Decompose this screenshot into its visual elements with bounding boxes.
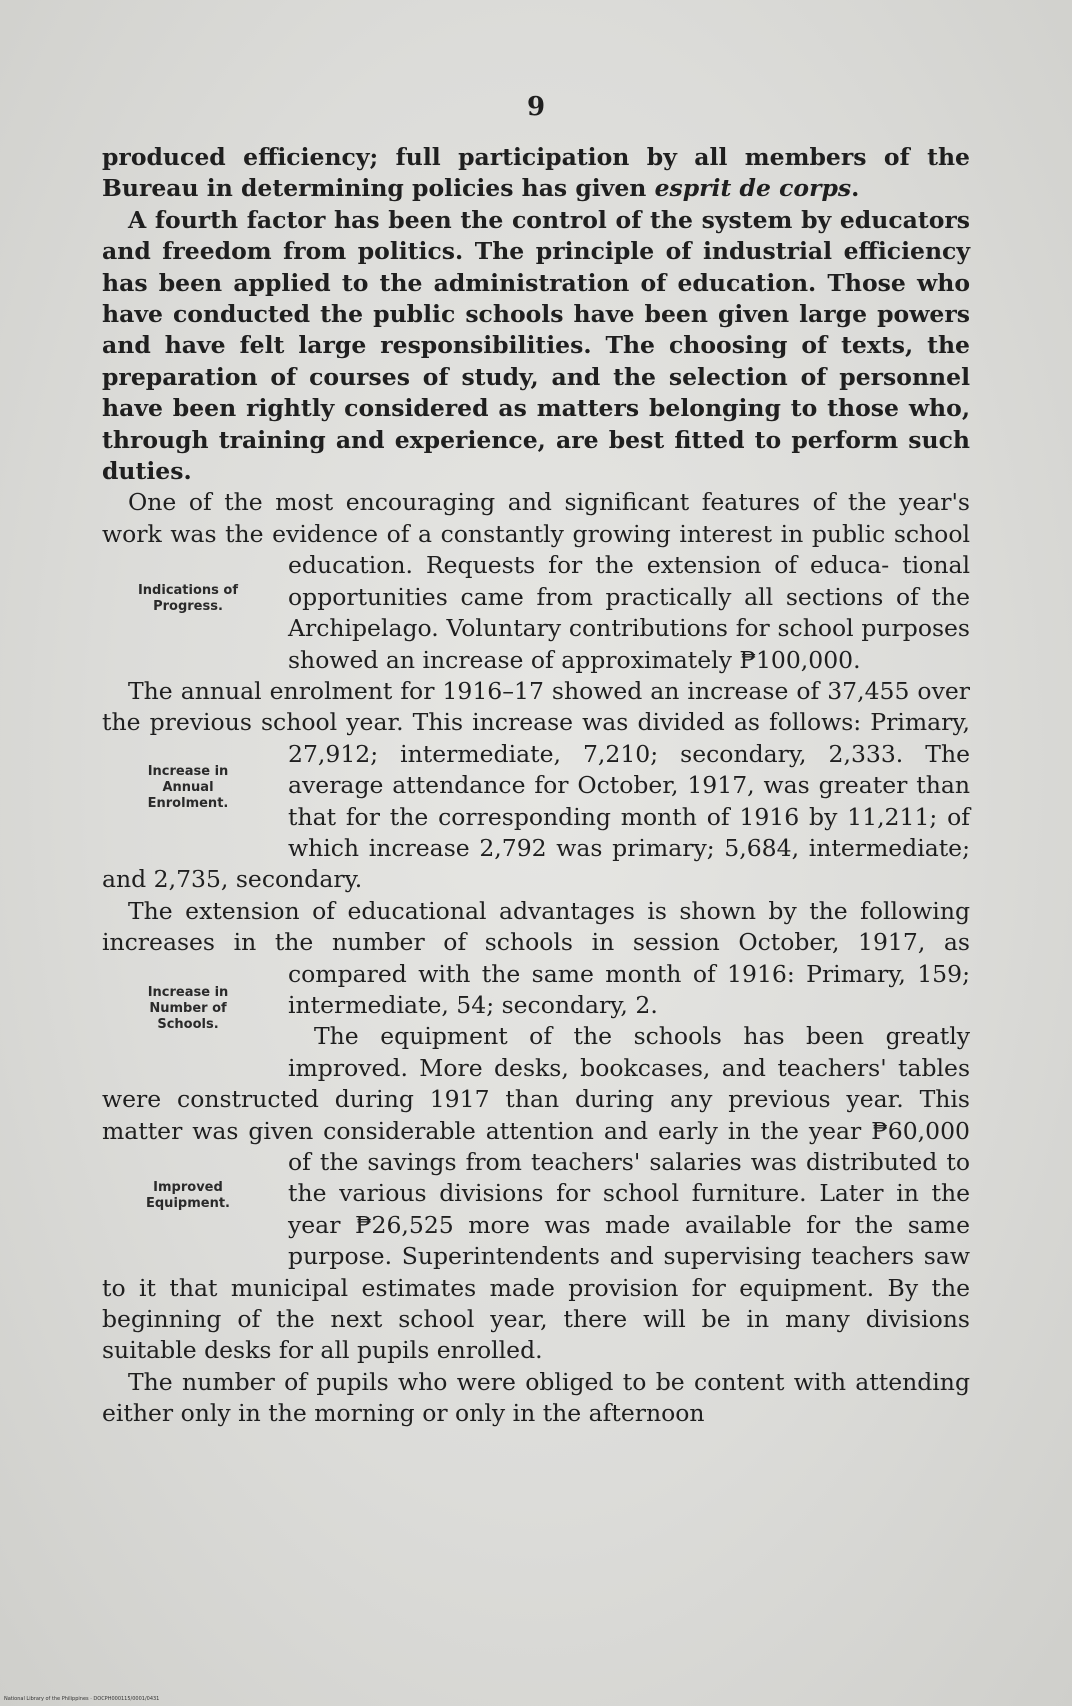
side-note-enrolment-line-3: Enrolment.: [147, 795, 229, 811]
paragraph-6-text: The equipment of the schools has been greatly improved. More desks, bookcases, and teachers' tables were constructed during 1917 than during any previous year. This matter was given considerable attention and early in the year ₱60,000 of the savings from teachers' salaries was: [102, 1022, 970, 1176]
paragraph-4-after: 2,333. The average attendance for October, 1917, was greater than that for the corresponding month of 1916 by 11,211; of which increase 2,792 was primary; 5,684, intermediate; and 2,735, secondary.: [102, 739, 971, 894]
page-number: 9: [526, 92, 546, 122]
side-note-progress-line-1: Indications of: [137, 583, 239, 599]
side-note-progress-line-2: Progress.: [153, 599, 223, 615]
paragraph-2-text: A fourth factor has been the control of the system by educators and freedom from politics. The principle of industrial efficiency has been applied to the administration of education. Those who have conducted the public schools have been given large powers and have felt large responsibilities. The choosing of texts, the preparation of courses of study, and the selection of personnel have been rightly considered as matters belonging to those who, through training and experience, are best fitted to perform such duties.: [102, 205, 970, 486]
paragraph-1-italic: esprit de corps: [654, 174, 852, 203]
paragraph-4-before: The annual enrolment for 1916–17 showed an increase of 37,455 over the previous school year. This increase was divided as follows: Primary, 27,912; intermediate, 7,210; secondary,: [102, 676, 970, 768]
paragraph-6-after: distributed to the various divisions for school furniture. Later in the year ₱26,525 more was made available for the same purpose. Superintendents and supervising teachers saw to it that municipal estimates made provision for equipment. By the beginning of the next school year, there will be in many divisions suitable desks for all pupils enrolled.: [102, 1148, 970, 1365]
side-note-equipment-line-2: Equipment.: [146, 1196, 230, 1211]
paragraph-5-after: intermediate, 54; secondary, 2.: [288, 990, 658, 1019]
side-note-equipment: [102, 1149, 274, 1243]
paragraph-5: [102, 896, 970, 1032]
side-note-schools-line-2: Number of: [149, 1000, 227, 1016]
paragraph-2: [102, 205, 970, 488]
paragraph-7-text: The number of pupils who were obliged to be content with attending either only in the morning or only in the afternoon: [102, 1367, 970, 1428]
side-note-progress: [102, 552, 274, 646]
paragraph-1-bold: produced efficiency; full participation by all members of the Bureau in determining policies has given: [102, 143, 970, 203]
side-note-schools-line-1: Increase in: [147, 984, 229, 1000]
paragraph-3-after: tional opportunities came from practically all sections of the Archipelago. Voluntary contributions for school purposes showed an increase of approximately ₱100,000.: [288, 551, 970, 674]
side-note-schools-line-3: Schools.: [157, 1016, 219, 1032]
side-note-equipment-line-1: Improved: [153, 1180, 223, 1195]
paragraph-3-before: One of the most encouraging and significant features of the year's work was the evidence of a constantly growing interest in public school education. Requests for the extension of educa-: [102, 488, 970, 580]
paragraph-1: [102, 142, 970, 205]
footer-credit: National Library of the Philippines · DOCPH000115/0001/0431: [4, 1696, 160, 1702]
paragraph-6: [102, 1021, 970, 1366]
side-note-enrolment-line-1: Increase in: [147, 763, 229, 779]
paragraph-7: [102, 1367, 970, 1430]
paragraph-1-end: .: [851, 174, 860, 203]
side-note-enrolment-line-2: Annual: [162, 779, 214, 795]
paragraph-4: [102, 676, 970, 896]
body-text: [102, 142, 970, 1430]
paragraph-3: [102, 487, 970, 675]
side-note-enrolment: [102, 741, 274, 835]
paragraph-5-before: The extension of educational advantages is shown by the following increases in the number of schools in session October, 1917, as compared with the same month of 1916: Primary, 159;: [102, 896, 970, 988]
side-note-schools: [102, 961, 274, 1057]
